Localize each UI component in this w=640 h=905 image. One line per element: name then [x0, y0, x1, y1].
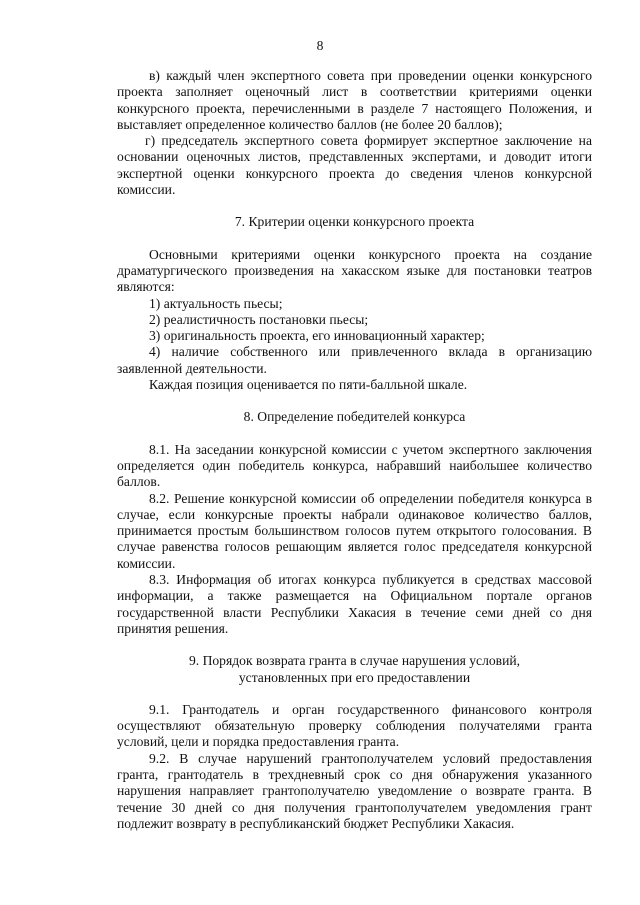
scale-note: Каждая позиция оценивается по пяти-балльной шкале.	[149, 377, 468, 393]
paragraph-8-1: 8.1. На заседании конкурсной комиссии с учетом экспертного заключения определяется один победитель конкурса, набравший наибольшее количество баллов.	[117, 441, 592, 490]
page-content	[117, 68, 592, 832]
criterion-1: 1) актуальность пьесы;	[149, 295, 283, 311]
section-9-title-line-1: 9. Порядок возврата гранта в случае нарушения условий,	[188, 653, 521, 669]
paragraph-6g: г) председатель экспертного совета формирует экспертное заключение на основании оценочных листов, представленных экспертами, и доводит итоги экспертной оценки конкурсного проекта до сведения членов конкурсной комиссии.	[117, 133, 592, 198]
paragraph-8-3: 8.3. Информация об итогах конкурса публикуется в средствах массовой информации, а также размещается на Официальном портале органов государственной власти Республики Хакасия в течение семи дней со дня принятия решения.	[117, 572, 592, 636]
paragraph-9-2: 9.2. В случае нарушений грантополучателем условий предоставления гранта, грантодатель в трехдневный срок со дня обнаружения указанного нарушения направляет грантополучателю уведомление о возврате гранта. В течение 30 дней со дня получения грантополучателем уведомления грант подлежит возврату в республиканский бюджет Республики Хакасия.	[117, 750, 592, 831]
section-8-title: 8. Определение победителей конкурса	[243, 409, 466, 425]
paragraph-9-1: 9.1. Грантодатель и орган государственного финансового контроля осуществляют обязательную проверку соблюдения получателями гранта условий, цели и порядка предоставления гранта.	[117, 701, 592, 750]
criterion-2: 2) реалистичность постановки пьесы;	[149, 311, 369, 327]
criterion-4: 4) наличие собственного или привлеченного вклада в организацию заявленной деятельности.	[117, 344, 592, 376]
paragraph-8-2: 8.2. Решение конкурсной комиссии об определении победителя конкурса в случае, если конкурсные проекты набрали одинаковое количество баллов, принимается простым большинством голосов путем открытого голосования. В случае равенства голосов решающим является голос председателя конкурсной комиссии.	[117, 490, 592, 571]
paragraph-6v: в) каждый член экспертного совета при проведении оценки конкурсного проекта заполняет оценочный лист в соответствии критериями оценки конкурсного проекта, перечисленными в разделе 7 настоящего Положения, и выставляет определенное количество баллов (не более 20 баллов);	[117, 68, 592, 132]
section-7-title: 7. Критерии оценки конкурсного проекта	[234, 214, 475, 230]
page-number: 8	[316, 38, 324, 53]
section-9-title-line-2: установленных при его предоставлении	[238, 669, 471, 685]
criterion-3: 3) оригинальность проекта, его инновационный характер;	[149, 328, 485, 344]
section-7-intro: Основными критериями оценки конкурсного проекта на создание драматургического произведения на хакасском языке для постановки театров являются:	[117, 246, 592, 295]
